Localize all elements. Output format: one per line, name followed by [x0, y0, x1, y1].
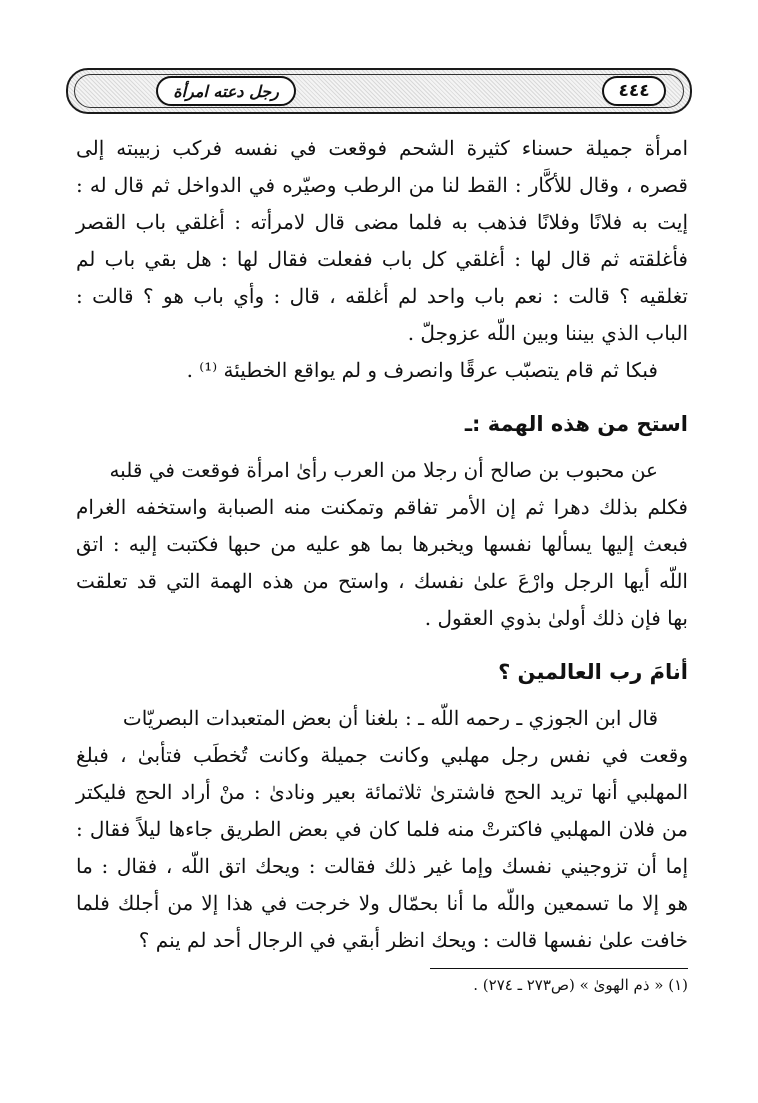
text-line: إما أن تزوجيني نفسك وإما غير ذلك فقالت : ويحك اتق اللّه ، فقال : ما	[76, 854, 688, 878]
text-line: امرأة جميلة حسناء كثيرة الشحم فوقعت في نفسه فركب زبيبته إلى	[76, 136, 688, 160]
text-line: هو إلا ما تسمعين واللّه ما أنا بحمّال ولا خرجت في هذا إلا من أجلك فلما	[76, 891, 688, 915]
text-line: فبكا ثم قام يتصبّب عرقًا وانصرف و لم يواقع الخطيئة ⁽¹⁾ .	[186, 358, 658, 382]
text-line: فأغلقته ثم قال لها : أغلقي كل باب ففعلت فقال لها : هل بقي باب لم	[76, 247, 688, 271]
text-line: من فلان المهلبي فاكترتْ منه فلما كان في بعض الطريق جاءها ليلاً فقال :	[76, 817, 688, 841]
text-line: إيت به فلانًا وفلانًا فذهب به فلما مضى قال لامرأته : أغلقي باب القصر	[76, 210, 688, 234]
text-line: عن محبوب بن صالح أن رجلا من العرب رأىٰ امرأة فوقعت في قلبه	[109, 458, 658, 482]
section-2-heading: استح من هذه الهمة :ـ	[464, 412, 688, 436]
page-header	[66, 68, 692, 114]
text-line: فبعث إليها يسألها نفسها ويخبرها بما هو عليه من حبها فكتبت إليه : اتق	[76, 532, 688, 556]
section-1-body	[76, 130, 688, 389]
text-line: قصره ، وقال للأكَّار : القط لنا من الرطب وصيّره في الدواخل ثم قال له :	[76, 173, 688, 197]
footnote-divider	[430, 968, 688, 969]
text-line: تغلقيه ؟ قالت : نعم باب واحد لم أغلقه ، قال : وأي باب هو ؟ قالت :	[76, 284, 688, 308]
text-line: المهلبي أنها تريد الحج فاشترىٰ ثلاثمائة بعير ونادىٰ : منْ أراد الحج فليكتر	[76, 780, 688, 804]
running-title: رجل دعته امرأة	[156, 76, 296, 106]
section-3-body	[76, 700, 688, 959]
text-line: وقعت في نفس رجل مهلبي وكانت جميلة وكانت تُخطَب فتأبىٰ ، فبلغ	[76, 743, 688, 767]
section-2-body	[76, 452, 688, 637]
page-number: ٤٤٤	[602, 76, 666, 106]
text-line: بها فإن ذلك أولىٰ بذوي العقول .	[424, 606, 688, 630]
text-line: خافت علىٰ نفسها قالت : ويحك انظر أبقي في الرجال أحد لم ينم ؟	[138, 928, 688, 952]
footnote: (١) « ذم الهوىٰ » (ص٢٧٣ ـ ٢٧٤) .	[473, 976, 688, 994]
text-line: الباب الذي بيننا وبين اللّه عزوجلّ .	[407, 321, 688, 345]
text-line: قال ابن الجوزي ـ رحمه اللّه ـ : بلغنا أن بعض المتعبدات البصريّات	[122, 706, 658, 730]
section-3-heading: أنامَ رب العالمين ؟	[498, 660, 688, 684]
text-line: اللّه أيها الرجل وارْعَ علىٰ نفسك ، واستح من هذه الهمة التي قد تعلقت	[76, 569, 688, 593]
text-line: فكلم بذلك دهرا ثم إن الأمر تفاقم وتمكنت منه الصبابة واستخفه الغرام	[76, 495, 688, 519]
